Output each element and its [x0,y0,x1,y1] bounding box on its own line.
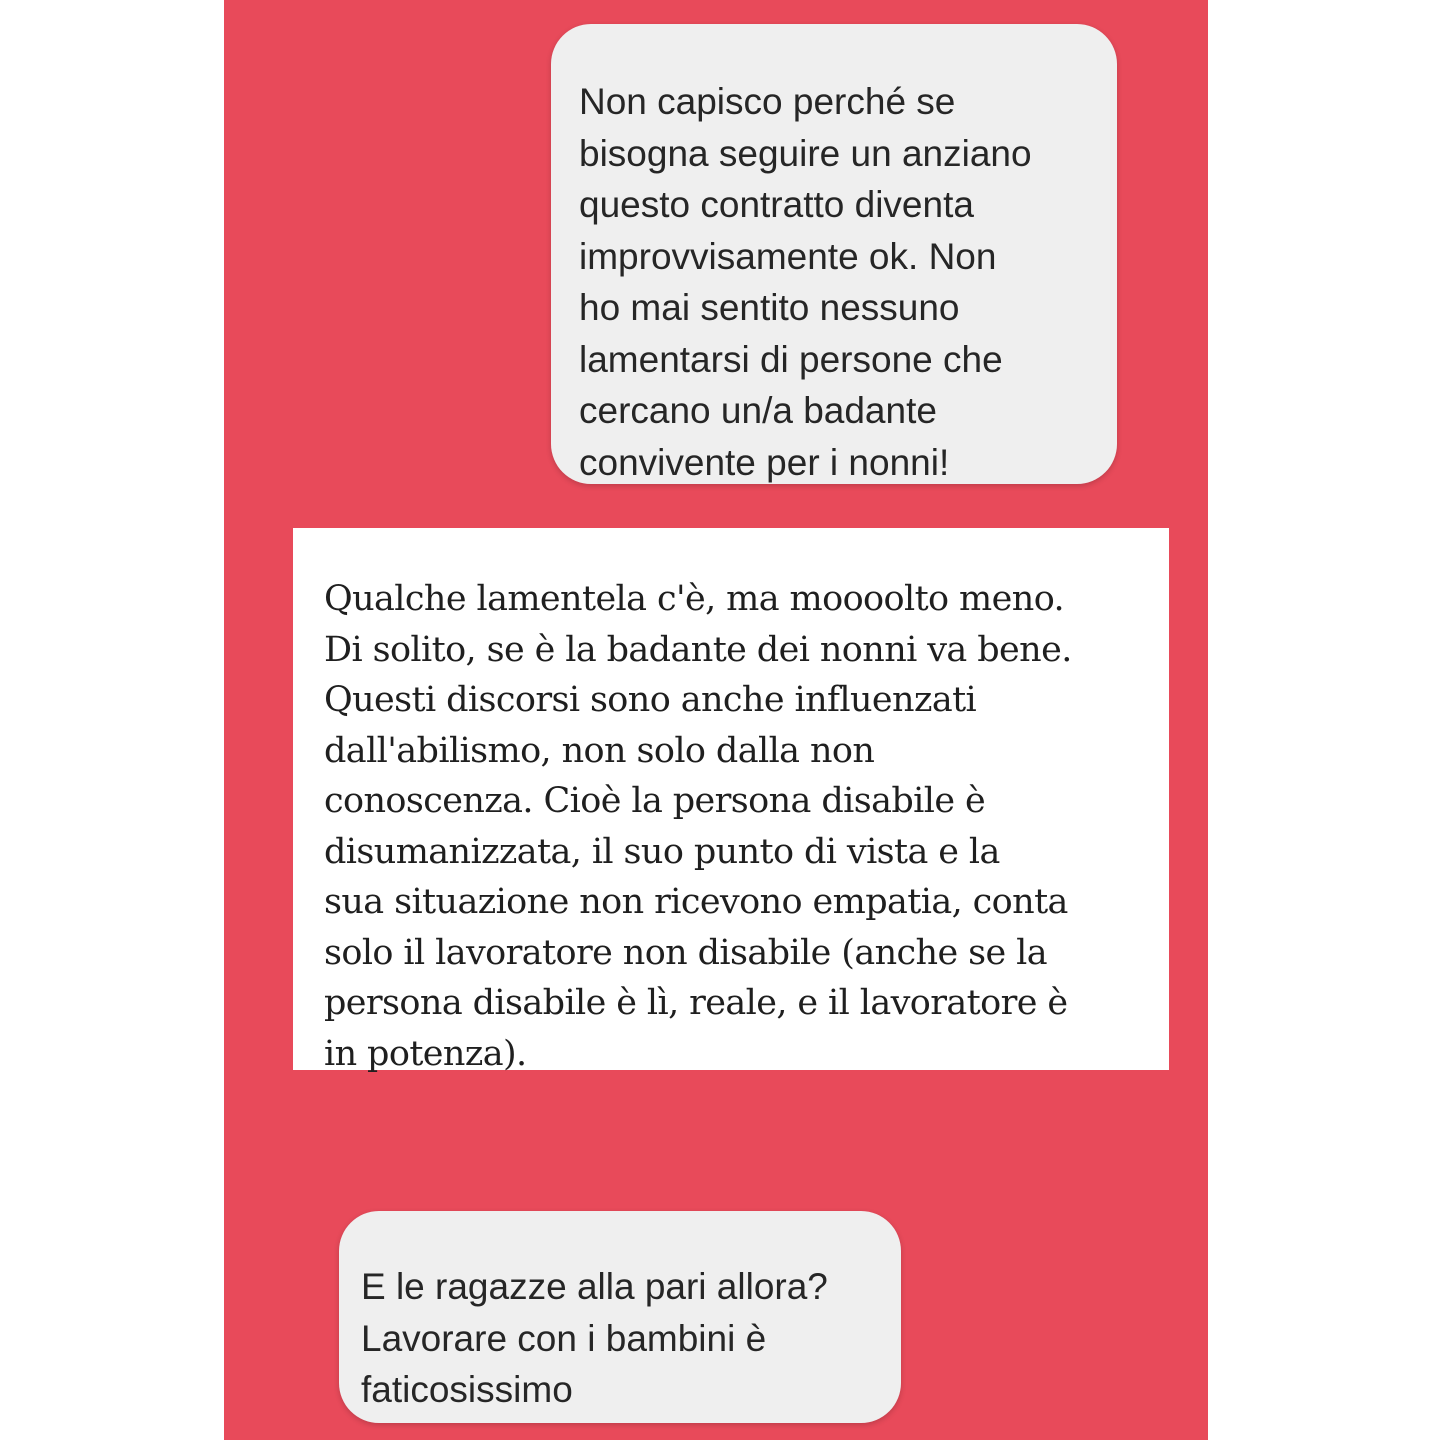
chat-bubble-text: Non capisco perché se bisogna seguire un anziano questo contratto diventa improvvisamente ok. Non ho mai sentito nessuno lamentarsi di persone che cercano un/a badante convivente per i nonni! [579,81,1032,483]
reply-card-text: Qualche lamentela c'è, ma moooolto meno. Di solito, se è la badante dei nonni va bene. Questi discorsi sono anche influenzati dall'abilismo, non solo dalla non conoscenza. Cioè la persona disabile è disumanizzata, il suo punto di vista e la sua situazione non ricevono empatia, conta solo il lavoratore non disabile (anche se la persona disabile è lì, reale, e il lavoratore è in potenza). [324,579,1072,1074]
chat-bubble-text: E le ragazze alla pari allora? Lavorare con i bambini è faticosissimo [361,1266,828,1410]
reply-card [293,528,1169,1074]
chat-bubble-question [551,24,1117,484]
chat-bubble-followup [339,1211,901,1423]
